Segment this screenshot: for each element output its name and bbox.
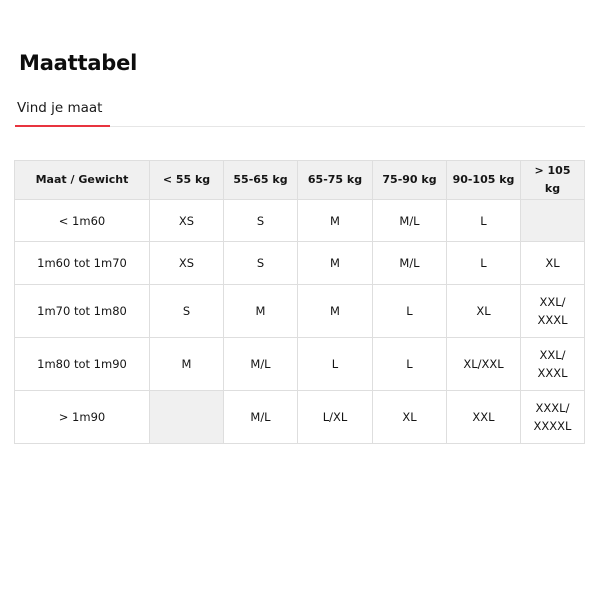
size-value: XS [178, 256, 195, 270]
size-value: XS [178, 213, 195, 228]
size-value: M/L [250, 410, 271, 424]
size-value: L [406, 357, 413, 371]
column-header: Maat / Gewicht [15, 161, 150, 200]
size-cell [373, 391, 447, 444]
size-value: M [330, 304, 340, 318]
size-chart-table [14, 160, 585, 444]
size-value: S [256, 256, 265, 270]
size-value: XXL [472, 410, 495, 424]
table-row [15, 391, 585, 444]
row-header-cell: 1m80 tot 1m90 [15, 338, 150, 391]
size-value: XL/XXL [463, 357, 504, 371]
column-header: > 105 kg [521, 161, 585, 200]
row-header-cell: 1m70 tot 1m80 [15, 285, 150, 338]
size-cell [447, 285, 521, 338]
table-body [15, 200, 585, 444]
size-cell [447, 200, 521, 242]
size-cell [150, 242, 224, 285]
size-cell [224, 200, 298, 242]
empty-size-cell [521, 200, 585, 242]
page-title: Maattabel [19, 51, 138, 75]
tab-vind-je-maat[interactable]: Vind je maat [15, 96, 110, 127]
column-header: 55-65 kg [224, 161, 298, 200]
size-value: M [181, 357, 192, 371]
table-row [15, 242, 585, 285]
size-cell [447, 391, 521, 444]
size-cell [224, 391, 298, 444]
table-row [15, 200, 585, 242]
size-cell [298, 285, 373, 338]
size-cell [224, 338, 298, 391]
column-header: < 55 kg [150, 161, 224, 200]
size-value: M [255, 304, 266, 318]
size-cell [224, 242, 298, 285]
tab-bar [15, 96, 585, 127]
size-value: XXL/ XXXL [537, 348, 568, 380]
column-header: 75-90 kg [373, 161, 447, 200]
size-cell [521, 242, 585, 285]
size-cell [373, 285, 447, 338]
size-value: XL [545, 256, 560, 270]
size-value: M/L [250, 357, 271, 371]
size-value: XL [402, 410, 417, 424]
size-cell [521, 285, 585, 338]
size-cell [298, 200, 373, 242]
size-value: XXL/ XXXL [537, 295, 568, 327]
size-value: L [480, 213, 487, 228]
size-cell [150, 285, 224, 338]
size-cell [150, 338, 224, 391]
size-cell [298, 391, 373, 444]
size-value: M [330, 213, 340, 228]
size-value: L/XL [322, 410, 348, 424]
row-header-cell: < 1m60 [15, 200, 150, 242]
empty-size-cell [150, 391, 224, 444]
size-cell [447, 242, 521, 285]
size-value: L [331, 357, 339, 371]
table-row [15, 338, 585, 391]
size-cell [298, 242, 373, 285]
size-cell [373, 242, 447, 285]
size-value: S [182, 304, 191, 318]
size-cell [447, 338, 521, 391]
row-header-cell: 1m60 tot 1m70 [15, 242, 150, 285]
size-value: M/L [399, 213, 420, 228]
size-cell [521, 391, 585, 444]
size-cell [150, 200, 224, 242]
size-value: M [330, 256, 340, 270]
row-header-cell: > 1m90 [15, 391, 150, 444]
size-value: L [406, 304, 413, 318]
size-value: L [480, 256, 487, 270]
size-cell [373, 200, 447, 242]
column-header: 90-105 kg [447, 161, 521, 200]
size-value: M/L [399, 256, 420, 270]
size-cell [224, 285, 298, 338]
size-value: XXXL/ XXXXL [533, 401, 572, 433]
size-cell [521, 338, 585, 391]
size-cell [298, 338, 373, 391]
size-value: XL [476, 304, 491, 318]
table-row [15, 285, 585, 338]
size-cell [373, 338, 447, 391]
table-header-row [15, 161, 585, 200]
column-header: 65-75 kg [298, 161, 373, 200]
size-value: S [256, 213, 265, 228]
